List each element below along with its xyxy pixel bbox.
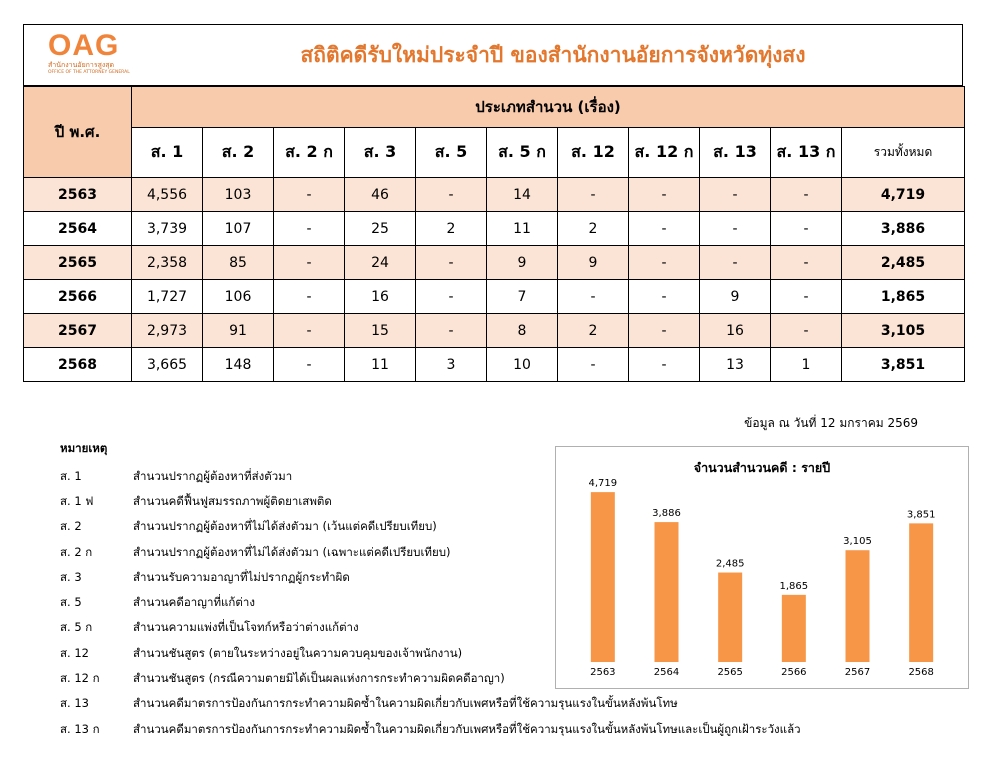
value-cell: -	[274, 178, 345, 212]
note-code: ส. 5	[60, 595, 82, 610]
year-column-header: ปี พ.ศ.	[24, 87, 132, 178]
value-cell: -	[771, 246, 842, 280]
year-cell: 2563	[24, 178, 132, 212]
value-cell: 2	[558, 212, 629, 246]
value-cell: 25	[345, 212, 416, 246]
bar-value-label: 2,485	[715, 558, 745, 570]
column-header: ส. 1	[132, 128, 203, 178]
year-cell: 2564	[24, 212, 132, 246]
total-cell: 3,851	[842, 348, 965, 382]
column-header: ส. 2 ก	[274, 128, 345, 178]
value-cell: -	[274, 246, 345, 280]
report-header	[23, 24, 963, 86]
total-cell: 3,886	[842, 212, 965, 246]
value-cell: -	[416, 246, 487, 280]
page-title: สถิติคดีรับใหม่ประจำปี ของสำนักงานอัยการจังหวัดทุ่งสง	[300, 43, 806, 67]
column-header: ส. 5	[416, 128, 487, 178]
value-cell: 10	[487, 348, 558, 382]
bar-2563	[591, 492, 615, 662]
column-header: ส. 2	[203, 128, 274, 178]
value-cell: 103	[203, 178, 274, 212]
value-cell: -	[771, 314, 842, 348]
value-cell: -	[700, 246, 771, 280]
total-cell: 1,865	[842, 280, 965, 314]
bar-value-label: 3,851	[906, 509, 936, 521]
value-cell: -	[558, 348, 629, 382]
category-label: 2563	[590, 667, 616, 678]
value-cell: 2,973	[132, 314, 203, 348]
bar-value-label: 4,719	[588, 478, 618, 490]
note-description: สำนวนชันสูตร (ตายในระหว่างอยู่ในความควบคุมของเจ้าพนักงาน)	[133, 645, 463, 660]
value-cell: 148	[203, 348, 274, 382]
note-item	[60, 717, 801, 742]
table-row	[24, 212, 965, 246]
value-cell: 9	[487, 246, 558, 280]
note-code: ส. 13 ก	[60, 721, 100, 736]
value-cell: -	[629, 212, 700, 246]
total-cell: 4,719	[842, 178, 965, 212]
note-description: สำนวนรับความอาญาที่ไม่ปรากฏผู้กระทำผิด	[133, 569, 350, 584]
value-cell: 24	[345, 246, 416, 280]
value-cell: 1,727	[132, 280, 203, 314]
column-header: ส. 12	[558, 128, 629, 178]
value-cell: -	[700, 178, 771, 212]
note-code: ส. 13	[60, 696, 89, 711]
column-header: ส. 13	[700, 128, 771, 178]
value-cell: 15	[345, 314, 416, 348]
note-code: ส. 1 ฟ	[60, 493, 94, 508]
value-cell: -	[771, 178, 842, 212]
category-label: 2566	[781, 667, 807, 678]
value-cell: -	[629, 246, 700, 280]
note-item	[60, 692, 801, 717]
value-cell: 16	[700, 314, 771, 348]
column-header-row	[24, 128, 965, 178]
note-code: ส. 2	[60, 519, 82, 534]
table-row	[24, 280, 965, 314]
value-cell: -	[274, 280, 345, 314]
bar-2566	[782, 595, 806, 662]
value-cell: 2,358	[132, 246, 203, 280]
bar-value-label: 3,886	[652, 508, 681, 520]
case-type-group-header: ประเภทสำนวน (เรื่อง)	[132, 87, 965, 128]
value-cell: 46	[345, 178, 416, 212]
note-code: ส. 12	[60, 645, 89, 660]
total-cell: 2,485	[842, 246, 965, 280]
value-cell: 7	[487, 280, 558, 314]
value-cell: -	[700, 212, 771, 246]
year-cell: 2565	[24, 246, 132, 280]
value-cell: 14	[487, 178, 558, 212]
value-cell: 11	[487, 212, 558, 246]
value-cell: 9	[700, 280, 771, 314]
chart-title: จำนวนสำนวนคดี : รายปี	[693, 460, 831, 475]
yearly-cases-chart	[555, 446, 969, 689]
value-cell: -	[558, 178, 629, 212]
value-cell: -	[274, 348, 345, 382]
table-row	[24, 348, 965, 382]
statistics-table	[23, 86, 965, 382]
note-code: ส. 2 ก	[60, 544, 93, 559]
logo-subtitle: สำนักงานอัยการสูงสุด	[48, 61, 115, 69]
note-description: สำนวนความแพ่งที่เป็นโจทก์หรือว่าต่างแก้ต่าง	[133, 620, 359, 635]
logo-subtitle-en: OFFICE OF THE ATTORNEY GENERAL	[48, 70, 130, 75]
value-cell: -	[629, 280, 700, 314]
value-cell: -	[629, 348, 700, 382]
column-header: ส. 13 ก	[771, 128, 842, 178]
value-cell: 3	[416, 348, 487, 382]
year-cell: 2568	[24, 348, 132, 382]
oag-logo	[48, 31, 138, 81]
category-label: 2564	[653, 667, 680, 678]
note-code: ส. 12 ก	[60, 671, 100, 686]
note-description: สำนวนปรากฏผู้ต้องหาที่ไม่ได้ส่งตัวมา (เฉพาะแต่คดีเปรียบเทียบ)	[133, 544, 451, 559]
note-description: สำนวนคดีมาตรการป้องกันการกระทำความผิดซ้ำในความผิดเกี่ยวกับเพศหรือที่ใช้ความรุนแรงในขั้นหลังพ้นโทษและเป็นผู้ถูกเฝ้าระวังแล้ว	[133, 721, 801, 736]
value-cell: -	[416, 314, 487, 348]
value-cell: 3,739	[132, 212, 203, 246]
bar-value-label: 1,865	[779, 580, 809, 592]
value-cell: 1	[771, 348, 842, 382]
column-header: ส. 12 ก	[629, 128, 700, 178]
note-code: ส. 5 ก	[60, 620, 93, 635]
note-description: สำนวนคดีฟื้นฟูสมรรถภาพผู้ติดยาเสพติด	[133, 493, 332, 508]
bar-2568	[909, 523, 933, 662]
value-cell: 16	[345, 280, 416, 314]
value-cell: -	[771, 212, 842, 246]
logo-text: OAG	[48, 29, 120, 62]
category-label: 2568	[908, 667, 934, 678]
value-cell: 11	[345, 348, 416, 382]
table-row	[24, 246, 965, 280]
column-header: ส. 3	[345, 128, 416, 178]
value-cell: 2	[558, 314, 629, 348]
note-description: สำนวนคดีมาตรการป้องกันการกระทำความผิดซ้ำในความผิดเกี่ยวกับเพศหรือที่ใช้ความรุนแรงในขั้นหลังพ้นโทษ	[133, 696, 678, 711]
note-code: ส. 3	[60, 569, 82, 584]
value-cell: 4,556	[132, 178, 203, 212]
value-cell: -	[416, 178, 487, 212]
value-cell: 9	[558, 246, 629, 280]
note-description: สำนวนชันสูตร (กรณีความตายมิได้เป็นผลแห่งการกระทำความผิดคดีอาญา)	[133, 671, 505, 686]
notes-title: หมายเหตุ	[60, 441, 108, 455]
note-description: สำนวนคดีอาญาที่แก้ต่าง	[133, 595, 255, 610]
value-cell: -	[629, 178, 700, 212]
data-as-of-date: ข้อมูล ณ วันที่ 12 มกราคม 2569	[744, 416, 918, 430]
value-cell: 13	[700, 348, 771, 382]
value-cell: 2	[416, 212, 487, 246]
total-column-header: รวมทั้งหมด	[842, 128, 965, 178]
value-cell: 3,665	[132, 348, 203, 382]
value-cell: -	[416, 280, 487, 314]
bar-value-label: 3,105	[843, 536, 872, 548]
column-header: ส. 5 ก	[487, 128, 558, 178]
value-cell: 8	[487, 314, 558, 348]
value-cell: -	[274, 212, 345, 246]
category-label: 2567	[844, 667, 871, 678]
value-cell: -	[274, 314, 345, 348]
value-cell: -	[629, 314, 700, 348]
note-description: สำนวนปรากฏผู้ต้องหาที่ส่งตัวมา	[133, 468, 293, 483]
bar-2564	[655, 522, 679, 662]
table-row	[24, 178, 965, 212]
table-row	[24, 314, 965, 348]
note-description: สำนวนปรากฏผู้ต้องหาที่ไม่ได้ส่งตัวมา (เว้นแต่คดีเปรียบเทียบ)	[133, 519, 437, 534]
year-cell: 2567	[24, 314, 132, 348]
value-cell: 91	[203, 314, 274, 348]
value-cell: 107	[203, 212, 274, 246]
year-cell: 2566	[24, 280, 132, 314]
value-cell: 106	[203, 280, 274, 314]
bar-2567	[846, 550, 870, 662]
bar-2565	[718, 573, 742, 662]
value-cell: -	[558, 280, 629, 314]
value-cell: -	[771, 280, 842, 314]
bar-chart-svg	[556, 447, 968, 688]
category-label: 2565	[717, 667, 743, 678]
table-body	[24, 178, 965, 382]
value-cell: 85	[203, 246, 274, 280]
note-code: ส. 1	[60, 468, 82, 483]
total-cell: 3,105	[842, 314, 965, 348]
